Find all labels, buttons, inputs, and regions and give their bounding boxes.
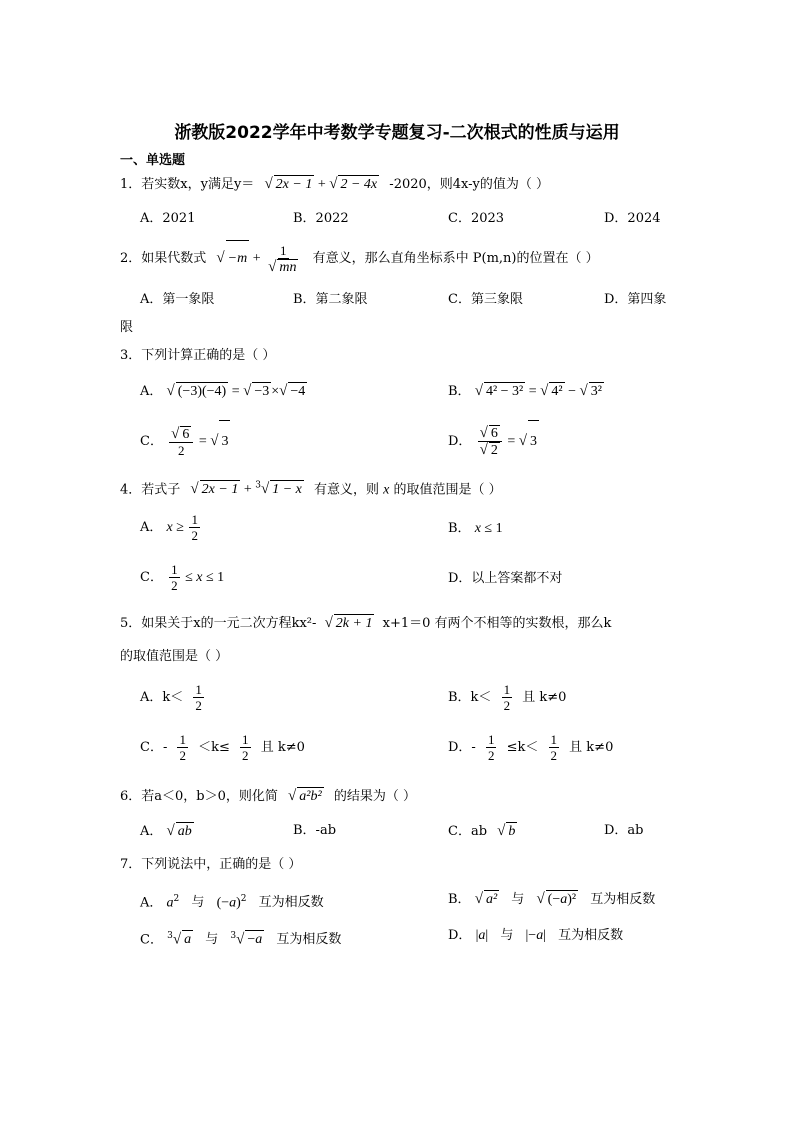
q7-option-c-with: 与 xyxy=(205,932,219,948)
q5-option-d: D．- $\frac{1}{2}$ ≤k＜ $\frac{1}{2}$ 且 k≠0 xyxy=(448,732,614,763)
q2-option-a: A．第一象限 xyxy=(140,292,215,307)
q6-option-a: A． √ ab xyxy=(140,823,192,839)
q1-suffix: -2020，则4x-y的值为（ ） xyxy=(389,177,550,192)
q2-option-d: D．第四象 xyxy=(604,292,667,307)
q5-option-d-and: 且 k≠0 xyxy=(569,740,614,755)
q7-option-b-opp: 互为相反数 xyxy=(590,892,656,907)
q7-option-a-with: 与 xyxy=(191,895,205,911)
q5-prefix: 5．如果关于x的一元二次方程kx²- xyxy=(120,616,317,631)
q3-option-c: C． $\frac{√ 6}{2}$ = √ 3 xyxy=(140,420,230,463)
q6-prefix: 6．若a＜0，b＞0，则化简 xyxy=(120,789,278,804)
q7-option-d-opp: 互为相反数 xyxy=(558,928,624,943)
q3-option-b: B． √ 4² − 3² = √ 4² − √ 3² xyxy=(448,383,602,399)
q4-option-c: C． $\frac{1}{2}$ ≤ x ≤ 1 xyxy=(140,562,225,593)
q5-option-b-and: 且 k≠0 xyxy=(522,690,567,705)
q4-suffix: 有意义，则 xyxy=(314,482,380,498)
q5-suffix: x+1＝0 有两个不相等的实数根，那么k xyxy=(382,616,612,631)
question-5-stem xyxy=(120,614,611,633)
q7-option-c: C． $^3$√ a 与 $^3$√ −a 互为相反数 xyxy=(140,931,342,948)
question-6-stem xyxy=(120,787,416,806)
q3-option-d: D． $\frac{√ 6}{√ 2}$ = √ 3 xyxy=(448,420,539,463)
q1-option-c: C．2023 xyxy=(448,211,505,226)
q6-option-c-label: C．ab xyxy=(448,824,488,839)
q1-formula: √ 2x − 1 + √ 2 − 4x xyxy=(264,176,378,192)
q1-option-a: A．2021 xyxy=(140,211,196,226)
q5-option-b-label: B．k＜ xyxy=(448,690,492,705)
q2-prefix: 2．如果代数式 xyxy=(120,251,207,266)
q4-option-d: D．以上答案都不对 xyxy=(448,571,563,586)
q3-option-a: A． √ (−3)(−4) = √ −3 ×√ −4 xyxy=(140,383,306,399)
q7-option-a-opp: 互为相反数 xyxy=(258,895,324,911)
q6-option-c: C．ab √ b xyxy=(448,823,516,839)
q5-option-c-and: 且 k≠0 xyxy=(260,740,305,755)
question-2-stem xyxy=(120,240,599,277)
q7-option-a-label: A． xyxy=(140,895,163,911)
q6-formula: √ a²b² xyxy=(288,788,322,804)
q4-formula: √ 2x − 1 + $^3$√ 1 − x xyxy=(190,481,302,498)
q2-formula: √ −m + $\frac{1}{√ mn}$ xyxy=(216,251,306,266)
q5-stem-line-2: 的取值范围是（ ） xyxy=(120,649,229,664)
q5-option-a-label: A．k＜ xyxy=(140,690,184,705)
q2-option-b: B．第二象限 xyxy=(293,292,368,307)
q5-option-c-label: C．- xyxy=(140,740,168,755)
page-title: 浙教版2022学年中考数学专题复习-二次根式的性质与运用 xyxy=(174,123,620,143)
q1-option-d: D．2024 xyxy=(604,211,661,226)
q4-option-b-label: B． xyxy=(448,521,471,536)
q7-option-d-label: D． xyxy=(448,928,472,943)
q1-prefix: 1．若实数x，y满足y＝ xyxy=(120,177,255,192)
q6-option-a-label: A． xyxy=(140,824,163,839)
q4-option-c-label: C． xyxy=(140,570,163,585)
question-3-stem: 3．下列计算正确的是（ ） xyxy=(120,348,276,363)
q3-option-d-label: D． xyxy=(448,434,472,449)
q2-suffix: 有意义，那么直角坐标系中 P(m,n)的位置在（ ） xyxy=(312,251,599,266)
q5-option-b: B．k＜ $\frac{1}{2}$ 且 k≠0 xyxy=(448,682,567,713)
q7-option-d-with: 与 xyxy=(500,928,514,943)
q2-option-d-wrap: 限 xyxy=(120,320,134,335)
q7-option-c-opp: 互为相反数 xyxy=(276,932,342,948)
section-heading: 一、单选题 xyxy=(120,153,186,168)
q4-option-a: A． x ≥ $\frac{1}{2}$ xyxy=(140,512,198,543)
q5-option-d-label: D．- xyxy=(448,740,476,755)
q1-option-b: B．2022 xyxy=(293,211,349,226)
question-1-stem xyxy=(120,175,549,194)
q5-option-a: A．k＜ $\frac{1}{2}$ xyxy=(140,682,202,713)
q3-option-c-label: C． xyxy=(140,434,163,449)
q6-option-d: D．ab xyxy=(604,823,644,838)
q7-option-a: A． $a^2$ 与 $(-a)^2$ 互为相反数 xyxy=(140,894,324,911)
question-4-stem: 4．若式子 √ 2x − 1 + $^3$√ 1 − x 有意义，则 x 的取值范围是（ ） xyxy=(120,481,502,498)
q4-option-b: B． x ≤ 1 xyxy=(448,521,503,536)
q7-option-b-label: B． xyxy=(448,892,471,907)
q3-option-b-label: B． xyxy=(448,384,471,399)
q2-option-c: C．第三象限 xyxy=(448,292,523,307)
q5-option-c-range: ＜k≤ xyxy=(198,740,230,755)
q5-formula: √ 2k + 1 xyxy=(324,615,373,631)
q5-option-c: C．- $\frac{1}{2}$ ＜k≤ $\frac{1}{2}$ 且 k≠0 xyxy=(140,732,305,763)
q5-option-d-range: ≤k＜ xyxy=(506,740,539,755)
question-7-stem: 7．下列说法中，正确的是（ ） xyxy=(120,857,302,872)
q7-option-c-label: C． xyxy=(140,932,163,948)
q7-option-d: D． |a| 与 |−a| 互为相反数 xyxy=(448,928,624,943)
q7-option-b-with: 与 xyxy=(511,892,525,907)
q4-option-a-label: A． xyxy=(140,520,163,535)
q4-suffix-2: 的取值范围是（ ） xyxy=(393,482,502,498)
q6-suffix: 的结果为（ ） xyxy=(333,789,416,804)
q4-prefix: 4．若式子 xyxy=(120,482,181,498)
q6-option-b: B．-ab xyxy=(293,823,337,838)
q7-option-b: B． √ a² 与 √ (−a)² 互为相反数 xyxy=(448,891,656,907)
q3-option-a-label: A． xyxy=(140,384,163,399)
